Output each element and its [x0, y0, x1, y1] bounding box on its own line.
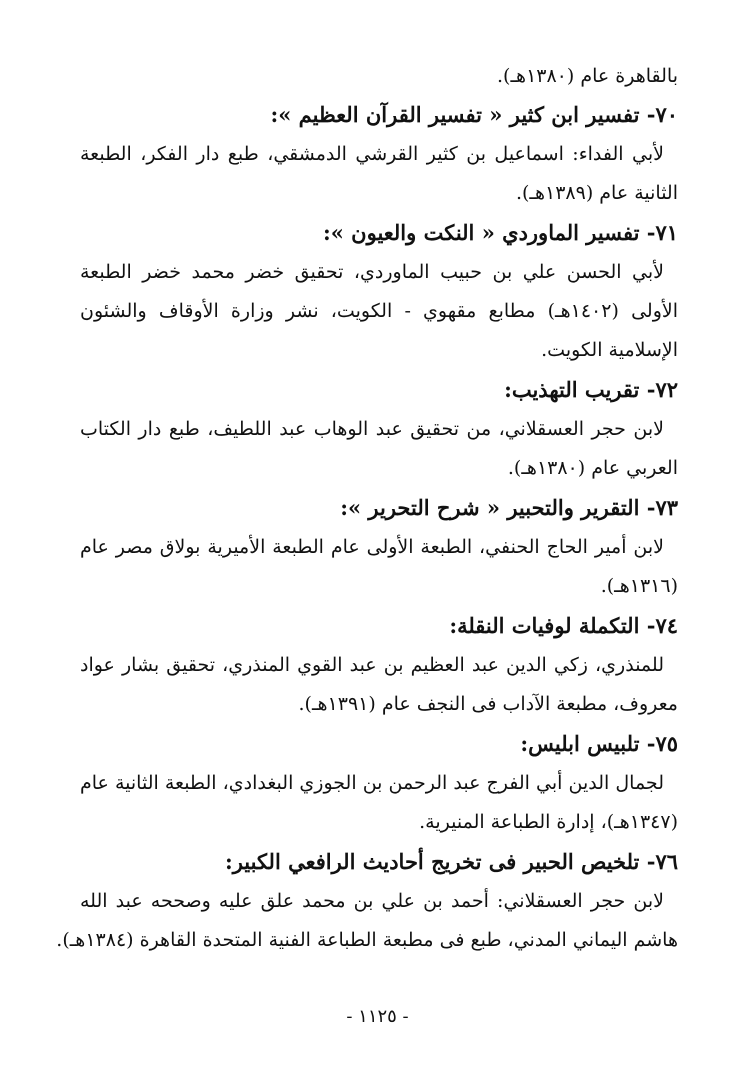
entry-heading: ٧٣- التقرير والتحبير « شرح التحرير »:: [340, 495, 678, 520]
entry-heading: ٧٤- التكملة لوفيات النقلة:: [449, 613, 678, 638]
continuation-line: بالقاهرة عام (١٣٨٠هـ).: [497, 65, 678, 87]
page-number: - ١١٢٥ -: [346, 1006, 409, 1027]
entry-text-line: العربي عام (١٣٨٠هـ).: [507, 457, 678, 479]
entry-71: [80, 213, 678, 370]
entry-heading: ٧١- تفسير الماوردي « النكت والعيون »:: [322, 220, 678, 245]
entry-heading: ٧٢- تقريب التهذيب:: [504, 377, 678, 402]
entry-text-line: لابن حجر العسقلاني: أحمد بن علي بن محمد علق عليه وصححه عبد الله: [80, 890, 664, 912]
entry-73: [80, 488, 678, 606]
entry-text-line: للمنذري، زكي الدين عبد العظيم بن عبد القوي المنذري، تحقيق بشار عواد: [80, 654, 664, 676]
entry-text-line: لابن حجر العسقلاني، من تحقيق عبد الوهاب عبد اللطيف، طبع دار الكتاب: [80, 418, 664, 440]
entry-76: [56, 842, 678, 960]
entry-text-line: الأولى (١٤٠٢هـ) مطابع مقهوي - الكويت، نشر وزارة الأوقاف والشئون: [80, 300, 678, 322]
entry-74: [80, 606, 678, 724]
entry-heading: ٧٦- تلخيص الحبير فى تخريج أحاديث الرافعي الكبير:: [224, 849, 678, 874]
entry-text-line: الإسلامية الكويت.: [541, 339, 678, 361]
entry-text-line: لأبي الفداء: اسماعيل بن كثير القرشي الدمشقي، طبع دار الفكر، الطبعة: [80, 143, 664, 165]
entry-70: [80, 95, 678, 213]
entry-text-line: لجمال الدين أبي الفرج عبد الرحمن بن الجوزي البغدادي، الطبعة الثانية عام: [80, 772, 664, 794]
entry-72: [80, 370, 678, 488]
entry-text-line: (١٣١٦هـ).: [600, 575, 678, 597]
entry-text-line: (١٣٤٧هـ)، إدارة الطباعة المنيرية.: [419, 811, 678, 833]
entry-text-line: الثانية عام (١٣٨٩هـ).: [515, 182, 678, 204]
entry-text-line: هاشم اليماني المدني، طبع فى مطبعة الطباعة الفنية المتحدة القاهرة (١٣٨٤هـ).: [56, 929, 678, 951]
entry-75: [80, 724, 678, 842]
entry-heading: ٧٠- تفسير ابن كثير « تفسير القرآن العظيم »:: [270, 102, 678, 127]
entry-text-line: لابن أمير الحاج الحنفي، الطبعة الأولى عام الطبعة الأميرية بولاق مصر عام: [80, 536, 664, 558]
entry-text-line: معروف، مطبعة الآداب فى النجف عام (١٣٩١هـ).: [298, 693, 678, 715]
entry-text-line: لأبي الحسن علي بن حبيب الماوردي، تحقيق خضر محمد خضر الطبعة: [80, 261, 664, 283]
entry-heading: ٧٥- تلبيس ابليس:: [520, 731, 678, 756]
